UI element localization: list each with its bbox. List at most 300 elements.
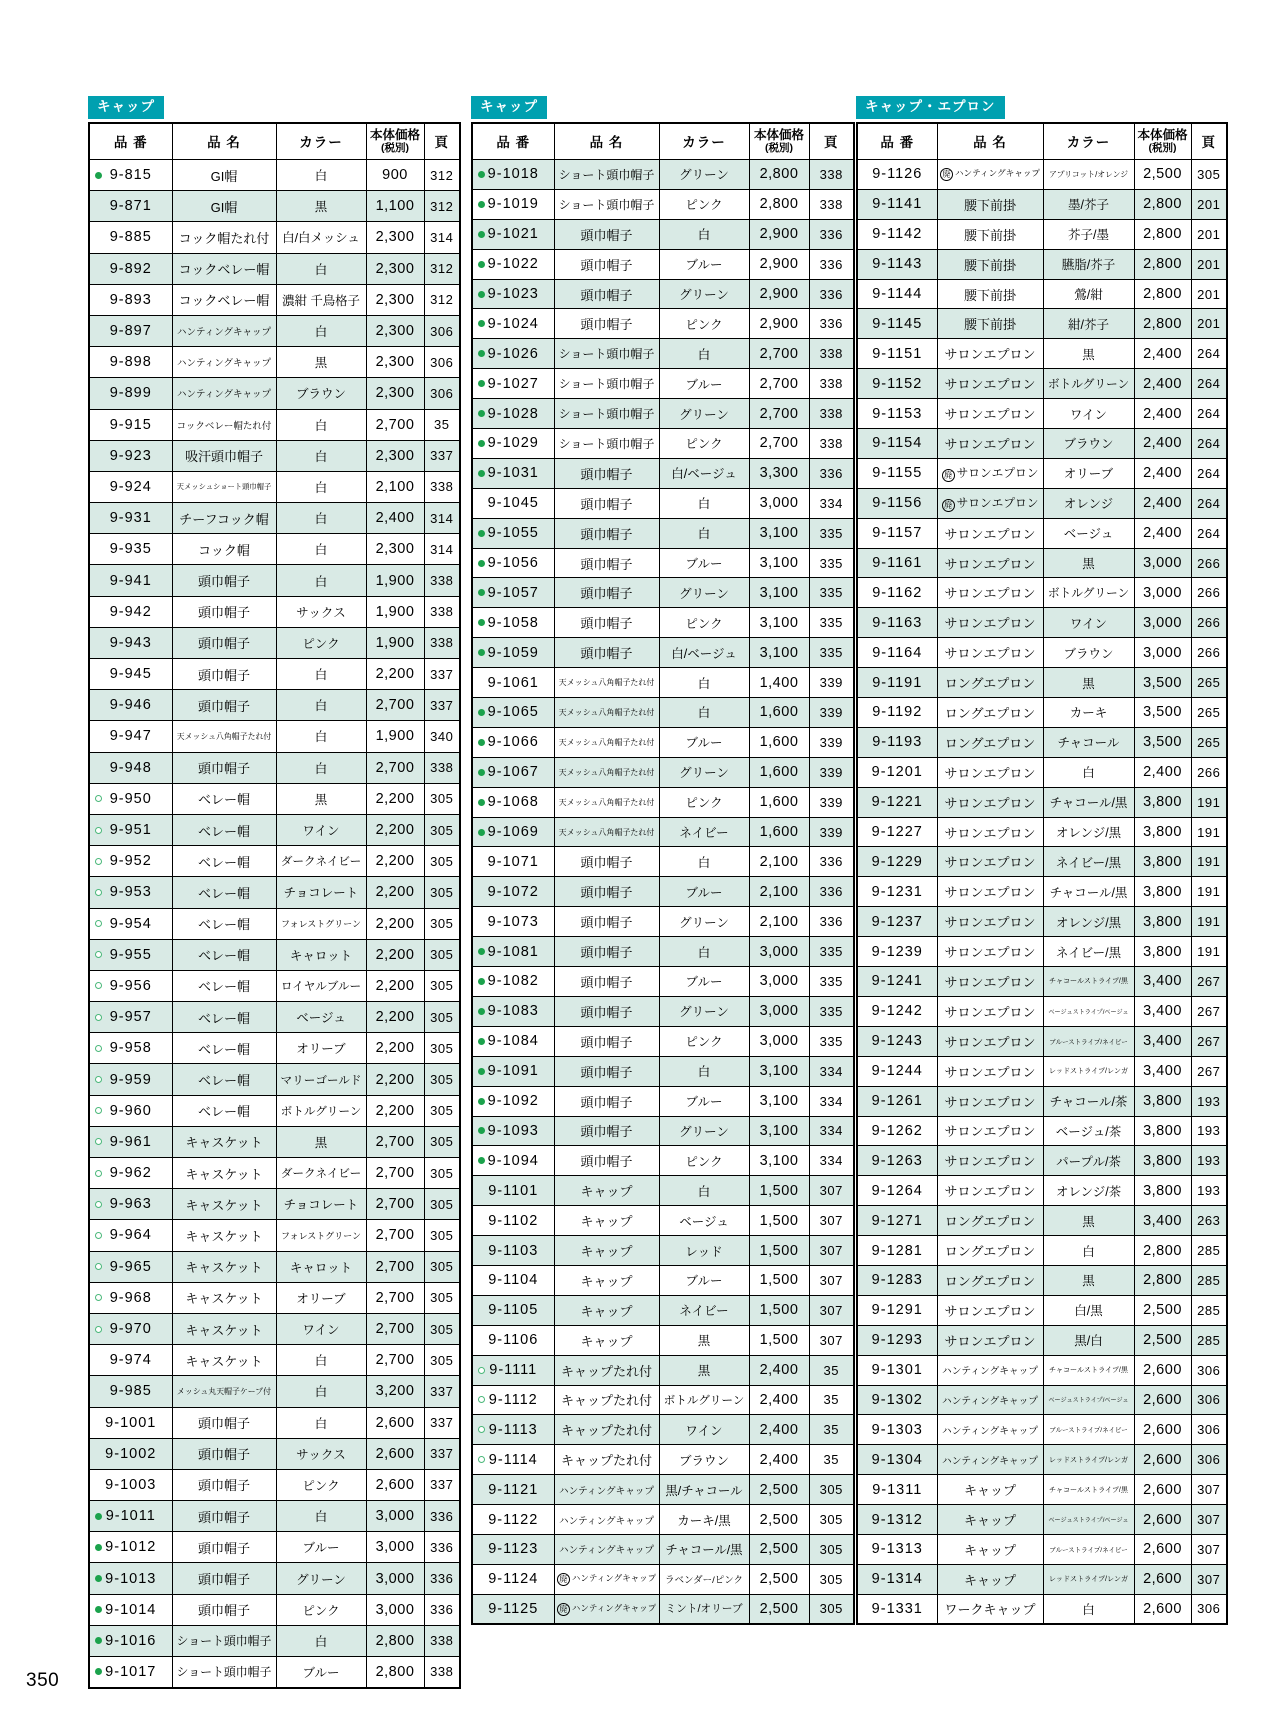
color-cell: 白 [276,659,366,690]
product-name-cell [937,1594,1043,1624]
availability-open-dot-icon [95,1263,102,1270]
page-ref-cell: 285 [1191,1325,1227,1355]
availability-open-dot-icon [95,1294,102,1301]
page-ref-cell: 306 [424,347,460,378]
product-code-cell [472,458,554,488]
product-name: 頭巾帽子 [580,586,633,602]
color-cell: サックス [276,1438,366,1469]
table-row [857,1295,1227,1325]
price-cell: 3,800 [1134,817,1191,847]
product-code: 9-970 [109,1321,152,1338]
page-ref-cell: 336 [424,1532,460,1563]
product-name-cell [937,458,1043,488]
product-code-cell [857,548,937,578]
product-name-cell [554,399,659,429]
color-cell: グリーン [659,996,749,1026]
product-code: 9-1113 [488,1421,538,1438]
color-cell: ボトルグリーン [276,1095,366,1126]
product-code: 9-1161 [872,555,923,572]
product-name: キャスケット [185,1353,263,1369]
page-ref-cell: 264 [1191,399,1227,429]
product-name-cell [554,638,659,668]
product-name-cell [172,846,276,877]
product-name-cell [554,1505,659,1535]
product-name: 頭巾帽子 [197,1447,250,1463]
table-row [89,596,460,627]
page-ref-cell: 335 [809,638,854,668]
product-name: ショート頭巾帽子 [558,377,655,392]
price-cell: 2,700 [366,1158,424,1189]
table-row [857,787,1227,817]
product-name: キャップたれ付 [560,1363,652,1379]
page-ref-cell: 335 [809,518,854,548]
color-cell: 白 [659,937,749,967]
product-code: 9-959 [109,1071,152,1088]
product-name: キャスケット [185,1260,263,1276]
color-cell: グリーン [659,279,749,309]
product-name: 頭巾帽子 [580,496,633,512]
page-ref-cell: 285 [1191,1265,1227,1295]
table-row [472,160,854,190]
table-row [472,429,854,459]
product-code-cell [89,534,172,565]
product-name-cell [172,1064,276,1095]
product-name-cell [554,548,659,578]
product-name-cell [172,1501,276,1532]
product-code: 9-1081 [487,943,539,960]
product-code-cell [857,967,937,997]
product-name: ロングエプロン [944,735,1036,751]
product-code-cell [472,877,554,907]
product-code: 9-1065 [487,704,539,721]
table-row [89,814,460,845]
page-ref-cell: 267 [1191,996,1227,1026]
price-cell: 2,800 [366,1657,424,1688]
product-code-cell [857,817,937,847]
color-cell: レッドストライプ/レンガ [1043,1056,1134,1086]
availability-open-dot-icon [95,951,102,958]
color-cell: ブラウン [659,1445,749,1475]
discontinued-mark-icon: 廃 [942,469,955,482]
price-cell: 2,900 [749,249,809,279]
table-row [89,846,460,877]
price-cell: 2,400 [1134,369,1191,399]
price-cell: 2,200 [366,1002,424,1033]
availability-open-dot-icon [95,1201,102,1208]
color-cell: 白 [276,160,366,191]
product-name-cell [172,1002,276,1033]
product-name: サロンエプロン [944,974,1036,990]
product-name: ベレー帽 [197,885,250,901]
table-row [472,309,854,339]
product-name: サロンエプロン [944,1034,1036,1050]
product-name-cell [554,937,659,967]
product-name-cell [554,1355,659,1385]
product-name: ショート頭巾帽子 [558,347,655,362]
page-ref-cell: 201 [1191,279,1227,309]
availability-open-dot-icon [478,1367,485,1374]
price-cell: 1,500 [749,1236,809,1266]
table-row [472,1236,854,1266]
color-cell: ブルーストライプ/ネイビー [1043,1415,1134,1445]
color-cell: ワイン [1043,608,1134,638]
product-name: サロンエプロン [944,915,1036,931]
availability-open-dot-icon [95,1014,102,1021]
color-cell: ワイン [276,1313,366,1344]
product-name-cell [554,1534,659,1564]
page-ref-cell: 305 [809,1505,854,1535]
cap-table-section-middle [471,96,853,1625]
color-cell: キャロット [276,1251,366,1282]
table-row [89,503,460,534]
product-code-cell [472,1206,554,1236]
color-cell: 鶯/紺 [1043,279,1134,309]
availability-filled-dot-icon [478,589,485,596]
product-code-cell [89,1563,172,1594]
table-row [472,877,854,907]
product-code: 9-1111 [489,1362,538,1379]
color-cell: 白 [276,409,366,440]
product-name-cell [172,1563,276,1594]
product-name: サロンエプロン [944,377,1036,393]
product-name-cell [554,668,659,698]
product-code: 9-1123 [488,1541,539,1558]
product-code: 9-1151 [872,345,923,362]
color-cell: 白 [276,253,366,284]
product-code-cell [89,1345,172,1376]
table-row [857,817,1227,847]
availability-open-dot-icon [478,1456,485,1463]
product-code-cell [857,1534,937,1564]
page-ref-cell: 337 [424,1469,460,1500]
price-cell: 3,000 [366,1501,424,1532]
product-code: 9-1193 [872,734,923,751]
product-name: 腰下前掛 [963,227,1016,243]
product-name: ショート頭巾帽子 [176,1665,272,1680]
product-code-cell [857,309,937,339]
section-tag: キャップ [88,96,164,119]
product-code: 9-1229 [871,853,923,870]
product-name: 腰下前掛 [963,317,1016,333]
product-table [88,122,461,1689]
price-cell: 3,100 [749,518,809,548]
product-code: 9-1152 [872,375,923,392]
product-name-cell [554,369,659,399]
product-name: サロンエプロン [944,526,1036,542]
product-code: 9-1016 [105,1632,157,1649]
product-name-cell [937,937,1043,967]
product-name: サロンエプロン [956,496,1039,510]
product-name: キャップ [580,1214,633,1230]
color-cell: 黒 [276,191,366,222]
table-row [472,1445,854,1475]
product-code: 9-1227 [871,824,923,841]
product-code: 9-1029 [487,435,539,452]
product-code-cell [89,1376,172,1407]
color-cell: ネイビー/黒 [1043,847,1134,877]
product-name-cell [937,608,1043,638]
product-name-cell [554,279,659,309]
header-row [857,123,1227,160]
product-name-cell [172,690,276,721]
product-name-cell [554,1146,659,1176]
table-row [857,578,1227,608]
price-cell: 900 [366,160,424,191]
product-name-cell [554,1176,659,1206]
availability-filled-dot-icon [478,948,485,955]
product-code-cell [472,1594,554,1624]
color-cell: ワイン [276,814,366,845]
page-ref-cell: 338 [424,1657,460,1688]
product-code: 9-968 [109,1289,152,1306]
color-cell: ピンク [659,608,749,638]
product-code-cell [857,1295,937,1325]
product-name: 頭巾帽子 [580,466,633,482]
product-code-cell [472,1355,554,1385]
color-cell: 白 [276,503,366,534]
color-cell: 墨/芥子 [1043,189,1134,219]
page-ref-cell: 191 [1191,907,1227,937]
page-ref-cell: 264 [1191,369,1227,399]
table-row [857,1475,1227,1505]
page-ref-cell: 336 [809,219,854,249]
table-row [857,219,1227,249]
table-row [89,1345,460,1376]
table-row [472,1534,854,1564]
price-cell: 2,500 [749,1505,809,1535]
table-row [89,1407,460,1438]
page-ref-cell: 336 [809,249,854,279]
product-name-cell [937,1236,1043,1266]
color-cell: ベージュ [659,1206,749,1236]
product-name: キャップ [580,1184,633,1200]
product-code-cell [472,249,554,279]
product-name: 頭巾帽子 [580,616,633,632]
color-cell: チャコール/茶 [1043,1086,1134,1116]
product-name-cell [172,877,276,908]
product-name-cell [937,817,1043,847]
table-row [857,1086,1227,1116]
product-code: 9-899 [109,385,152,402]
price-cell: 2,900 [749,279,809,309]
color-cell: ベージュストライプ/ベージュ [1043,1505,1134,1535]
availability-filled-dot-icon [478,799,485,806]
product-name-cell [172,440,276,471]
availability-filled-dot-icon [478,769,485,776]
page-ref-cell: 305 [424,1095,460,1126]
page-ref-cell: 306 [1191,1415,1227,1445]
product-name-cell [937,548,1043,578]
price-cell: 2,400 [366,503,424,534]
product-name-cell [554,817,659,847]
table-row [857,1564,1227,1594]
table-body [857,160,1227,1625]
price-cell: 3,100 [749,1146,809,1176]
product-code-cell [89,565,172,596]
color-cell: ロイヤルブルー [276,970,366,1001]
page-ref-cell: 335 [809,1026,854,1056]
price-cell: 3,500 [1134,698,1191,728]
table-row [857,1385,1227,1415]
color-cell: グリーン [276,1563,366,1594]
availability-open-dot-icon [95,795,102,802]
discontinued-mark-icon: 廃 [940,168,953,181]
product-name: サロンエプロン [944,407,1036,423]
product-code-cell [472,698,554,728]
color-cell: レッドストライプ/レンガ [1043,1445,1134,1475]
availability-open-dot-icon [478,1396,485,1403]
price-cell: 3,100 [749,1056,809,1086]
product-code-cell [89,1313,172,1344]
price-cell: 2,400 [1134,339,1191,369]
price-cell: 2,300 [366,347,424,378]
color-cell: 黒 [659,1355,749,1385]
page-ref-cell: 338 [424,596,460,627]
table-row [472,219,854,249]
page-ref-cell: 336 [809,847,854,877]
page-ref-cell: 305 [424,1251,460,1282]
product-name: チーフコック帽 [179,511,269,527]
table-row [89,471,460,502]
product-code: 9-1291 [871,1302,923,1319]
product-name-cell [937,1265,1043,1295]
page-ref-cell: 264 [1191,339,1227,369]
product-code: 9-1105 [488,1302,539,1319]
product-code-cell [857,757,937,787]
product-code: 9-1154 [872,435,923,452]
product-name-cell [937,907,1043,937]
price-header-line2: (税別) [1148,141,1177,154]
page-ref-cell: 336 [809,877,854,907]
product-code: 9-1091 [487,1063,539,1080]
color-cell: 黒 [276,347,366,378]
table-row [472,608,854,638]
page-ref-cell: 334 [809,1086,854,1116]
product-name-cell [172,1251,276,1282]
color-cell: ベージュ [1043,518,1134,548]
product-name: 頭巾帽子 [197,1540,250,1556]
color-cell: ボトルグリーン [659,1385,749,1415]
table-row [857,1534,1227,1564]
product-name-cell [937,967,1043,997]
availability-filled-dot-icon [478,1098,485,1105]
table-row [89,1282,460,1313]
price-header-line2: (税別) [765,141,793,154]
product-code: 9-965 [109,1258,152,1275]
color-cell: 黒/チャコール [659,1475,749,1505]
availability-open-dot-icon [95,1076,102,1083]
product-name: キャップ [580,1333,633,1349]
table-row [472,1206,854,1236]
product-code: 9-956 [109,977,152,994]
table-row [89,1158,460,1189]
page-ref-cell: 306 [1191,1355,1227,1385]
product-name-cell [554,1295,659,1325]
product-code: 9-1237 [871,913,923,930]
price-cell: 2,300 [366,284,424,315]
price-header-line1: 本体価格 [369,128,420,143]
product-name: コック帽たれ付 [178,230,270,246]
product-name-cell [172,1033,276,1064]
product-name: サロンエプロン [944,825,1036,841]
product-code: 9-947 [109,728,152,745]
product-name-cell [172,908,276,939]
price-cell: 2,700 [366,1251,424,1282]
color-cell: 黒/白 [1043,1325,1134,1355]
color-cell: ブルーストライプ/ネイビー [1043,1026,1134,1056]
table-row [89,1220,460,1251]
product-code-cell [89,409,172,440]
price-cell: 3,100 [749,548,809,578]
product-code-cell [857,339,937,369]
product-name-cell [937,249,1043,279]
price-cell: 2,400 [749,1355,809,1385]
product-name-cell [937,369,1043,399]
product-code: 9-1302 [871,1391,923,1408]
product-name-cell [554,189,659,219]
product-code-cell [89,908,172,939]
product-code: 9-1102 [488,1212,539,1229]
product-name: ロングエプロン [944,1244,1036,1259]
product-name: 頭巾帽子 [580,646,633,662]
table-row [89,1438,460,1469]
product-name: 頭巾帽子 [580,257,633,273]
product-code: 9-898 [109,354,152,371]
color-cell: 白 [276,471,366,502]
product-code: 9-1103 [488,1242,539,1259]
table-row [857,757,1227,787]
color-cell: ブルー [276,1532,366,1563]
color-cell: 白 [659,698,749,728]
product-name-cell [554,160,659,190]
color-cell: チャコール [1043,727,1134,757]
product-code-cell [857,1475,937,1505]
page-ref-cell: 335 [809,967,854,997]
table-row [472,817,854,847]
product-code-cell [89,1126,172,1157]
page-ref-cell: 35 [809,1385,854,1415]
table-row [857,1146,1227,1176]
product-name-cell [937,1534,1043,1564]
product-code: 9-963 [109,1196,152,1213]
product-code-cell [857,1206,937,1236]
table-row [857,996,1227,1026]
page-ref-cell: 338 [424,471,460,502]
product-code-cell [89,1189,172,1220]
product-code-cell [857,1355,937,1385]
color-cell: ピンク [659,189,749,219]
product-code: 9-961 [109,1133,152,1150]
availability-filled-dot-icon [478,530,485,537]
color-cell: 白 [1043,1594,1134,1624]
table-row [472,937,854,967]
price-cell: 3,800 [1134,877,1191,907]
price-cell: 2,400 [1134,429,1191,459]
product-name: 腰下前掛 [963,197,1016,213]
product-name-cell [172,253,276,284]
product-code: 9-1058 [487,614,539,631]
availability-open-dot-icon [95,1232,102,1239]
product-name-cell [937,488,1043,518]
table-row [472,518,854,548]
product-name-cell [172,939,276,970]
product-name: ロングエプロン [944,1273,1036,1289]
product-code-cell [857,1594,937,1624]
page-ref-cell: 191 [1191,937,1227,967]
color-cell: 白 [659,518,749,548]
table-row [857,1236,1227,1266]
price-cell: 3,100 [749,638,809,668]
